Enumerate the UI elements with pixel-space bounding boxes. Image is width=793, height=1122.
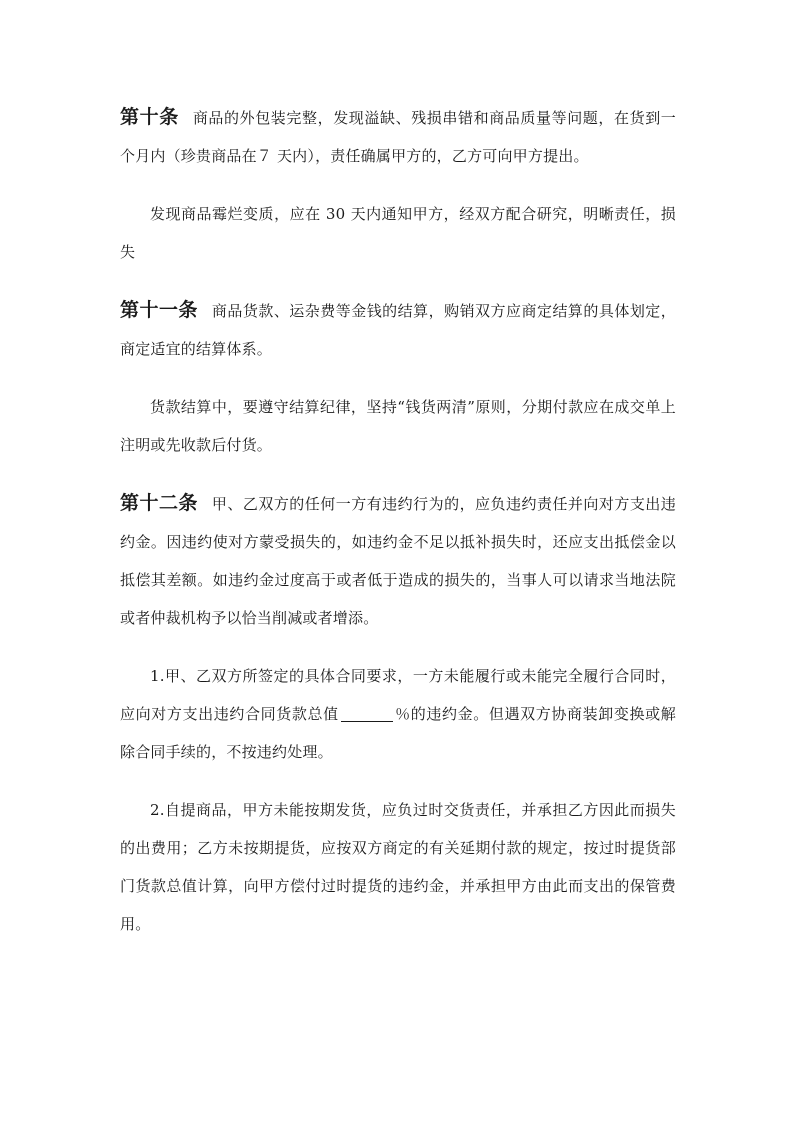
- article-12-text-1: 甲、乙双方的任何一方有违约行为的，应负违约责任并向对方支出违约金。因违约使对方蒙受损失的，如违约金不足以抵补损失时，还应支出抵偿金以抵偿其差额。如违约金过度高于或者低于造成的损失的，当事人可以请求当地法院或者仲裁机构予以恰当削减或者增添。: [120, 495, 676, 627]
- article-12-paragraph-1: [120, 484, 676, 637]
- article-11-text-1: 商品货款、运杂费等金钱的结算，购销双方应商定结算的具体划定，商定适宜的结算体系。: [120, 302, 676, 358]
- document-page: [120, 98, 676, 943]
- article-10-text-1: 商品的外包装完整，发现溢缺、残损串错和商品质量等问题，在货到一个月内（珍贵商品在７ 天内），责任确属甲方的，乙方可向甲方提出。: [120, 109, 676, 165]
- article-10-heading: 第十条: [120, 106, 179, 128]
- article-11-paragraph-2: [120, 388, 676, 464]
- article-10-paragraph-2: [120, 195, 676, 271]
- percentage-blank-line: [341, 705, 393, 722]
- article-12-item-1-text-before: 1.甲、乙双方所签定的具体合同要求，一方未能履行或未能完全履行合同时，应向对方支出违约合同货款总值: [120, 667, 676, 723]
- article-12-item-1: [120, 657, 676, 771]
- article-10-paragraph-1: [120, 98, 676, 175]
- article-12-heading: 第十二条: [120, 492, 198, 514]
- article-11-text-2: 货款结算中，要遵守结算纪律，坚持“钱货两清”原则，分期付款应在成交单上注明或先收款后付货。: [120, 398, 676, 454]
- article-12-item-1-text-after: ％的违约金。但遇双方协商装卸变换或解除合同手续的，不按违约处理。: [120, 705, 676, 761]
- article-11-paragraph-1: [120, 291, 676, 368]
- article-11-heading: 第十一条: [120, 299, 198, 321]
- article-12-item-2-text: 2.自提商品，甲方未能按期发货，应负过时交货责任，并承担乙方因此而损失的出费用；乙方未按期提货，应按双方商定的有关延期付款的规定，按过时提货部门货款总值计算，向甲方偿付过时提货的违约金，并承担甲方由此而支出的保管费用。: [120, 801, 676, 933]
- article-10-text-2: 发现商品霉烂变质，应在 30 天内通知甲方，经双方配合研究，明晰责任，损失: [120, 205, 676, 261]
- article-12-item-2: [120, 791, 676, 943]
